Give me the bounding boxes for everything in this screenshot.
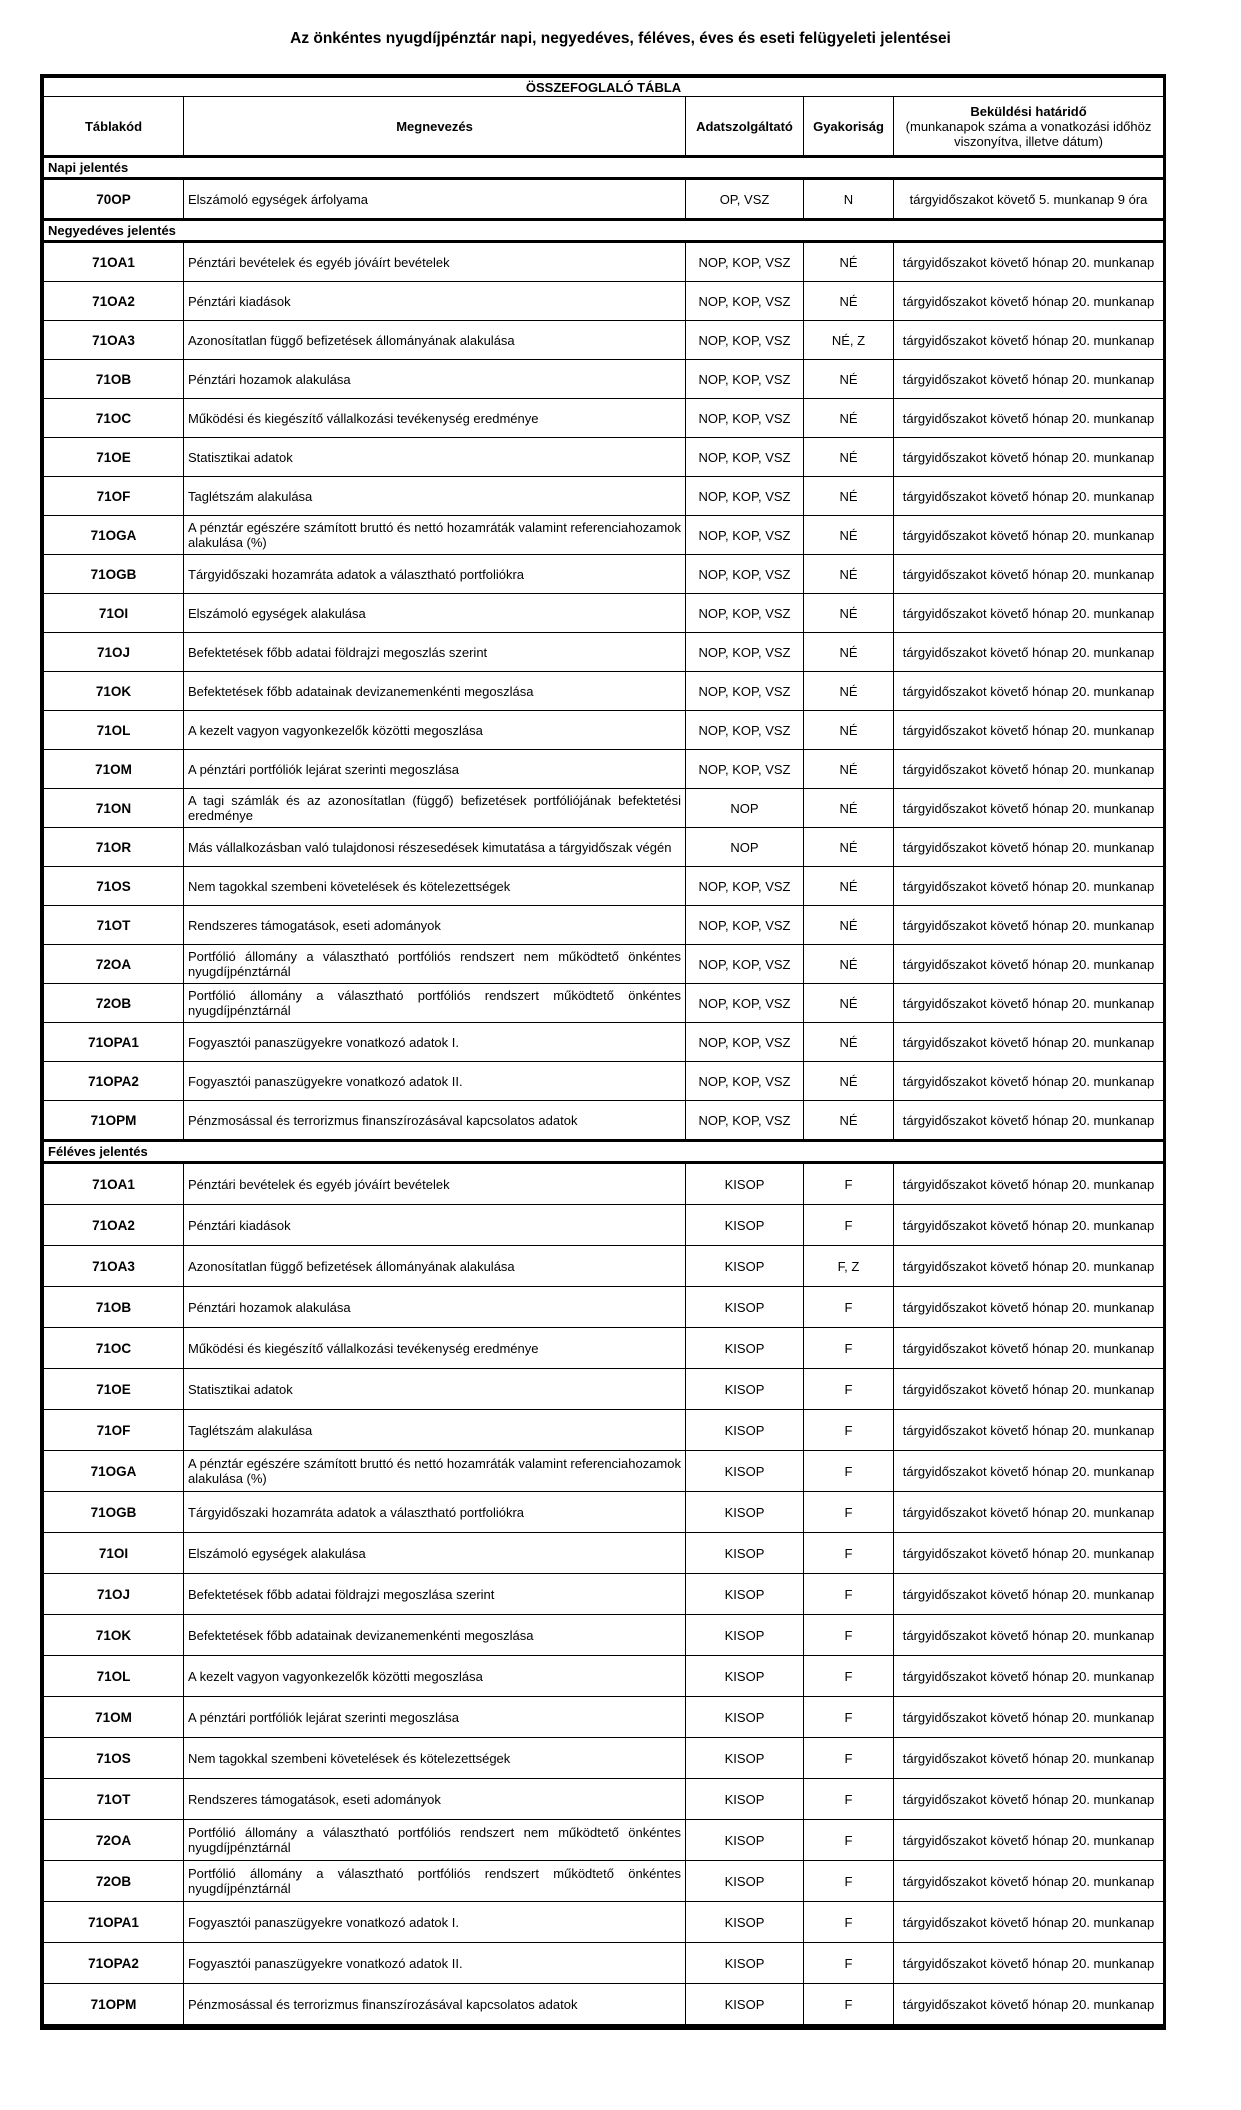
table-code: 71OA2 [44, 1205, 184, 1246]
section-title: Negyedéves jelentés [44, 220, 1164, 242]
table-code: 71OJ [44, 633, 184, 672]
deadline: tárgyidőszakot követő hónap 20. munkanap [894, 789, 1164, 828]
deadline: tárgyidőszakot követő hónap 20. munkanap [894, 282, 1164, 321]
deadline: tárgyidőszakot követő hónap 20. munkanap [894, 360, 1164, 399]
report-name: Nem tagokkal szembeni követelések és kötelezettségek [184, 1738, 686, 1779]
header-name: Megnevezés [184, 97, 686, 157]
frequency: F [804, 1287, 894, 1328]
table-row [44, 438, 1164, 477]
report-name: Pénztári bevételek és egyéb jóváírt bevételek [184, 1163, 686, 1205]
table-row [44, 1533, 1164, 1574]
deadline: tárgyidőszakot követő hónap 20. munkanap [894, 945, 1164, 984]
header-deadline-sub: (munkanapok száma a vonatkozási időhöz viszonyítva, illetve dátum) [905, 118, 1152, 149]
data-provider: NOP, KOP, VSZ [686, 516, 804, 555]
frequency: NÉ [804, 867, 894, 906]
data-provider: NOP, KOP, VSZ [686, 594, 804, 633]
table-code: 71OC [44, 399, 184, 438]
frequency: NÉ [804, 1062, 894, 1101]
table-code: 71OPA1 [44, 1902, 184, 1943]
report-name: Más vállalkozásban való tulajdonosi részesedések kimutatása a tárgyidőszak végén [184, 828, 686, 867]
data-provider: KISOP [686, 1328, 804, 1369]
report-name: Pénzmosással és terrorizmus finanszírozásával kapcsolatos adatok [184, 1984, 686, 2026]
table-code: 71OGB [44, 1492, 184, 1533]
section-row [44, 1141, 1164, 1163]
table-row [44, 1656, 1164, 1697]
table-row [44, 1861, 1164, 1902]
deadline: tárgyidőszakot követő hónap 20. munkanap [894, 1287, 1164, 1328]
table-code: 71OS [44, 867, 184, 906]
table-row [44, 1023, 1164, 1062]
data-provider: NOP, KOP, VSZ [686, 360, 804, 399]
report-name: A kezelt vagyon vagyonkezelők közötti megoszlása [184, 1656, 686, 1697]
table-code: 71OPA1 [44, 1023, 184, 1062]
table-row [44, 1902, 1164, 1943]
data-provider: KISOP [686, 1246, 804, 1287]
table-code: 71OS [44, 1738, 184, 1779]
frequency: NÉ [804, 1101, 894, 1141]
table-row [44, 399, 1164, 438]
table-code: 71OI [44, 594, 184, 633]
deadline: tárgyidőszakot követő hónap 20. munkanap [894, 672, 1164, 711]
report-name: Pénztári kiadások [184, 282, 686, 321]
data-provider: KISOP [686, 1656, 804, 1697]
report-name: Elszámoló egységek árfolyama [184, 179, 686, 220]
deadline: tárgyidőszakot követő hónap 20. munkanap [894, 1328, 1164, 1369]
table-code: 71OK [44, 1615, 184, 1656]
data-provider: NOP, KOP, VSZ [686, 867, 804, 906]
table-code: 71OC [44, 1328, 184, 1369]
frequency: F [804, 1492, 894, 1533]
table-code: 71OPM [44, 1984, 184, 2026]
frequency: NÉ [804, 750, 894, 789]
table-code: 71OA2 [44, 282, 184, 321]
table-code: 71OJ [44, 1574, 184, 1615]
frequency: F [804, 1533, 894, 1574]
table-row [44, 1984, 1164, 2026]
table-row [44, 1287, 1164, 1328]
table-code: 71ON [44, 789, 184, 828]
table-row [44, 1062, 1164, 1101]
report-name: Fogyasztói panaszügyekre vonatkozó adatok I. [184, 1902, 686, 1943]
deadline: tárgyidőszakot követő hónap 20. munkanap [894, 711, 1164, 750]
frequency: NÉ [804, 945, 894, 984]
frequency: NÉ [804, 1023, 894, 1062]
data-provider: NOP, KOP, VSZ [686, 945, 804, 984]
frequency: NÉ [804, 477, 894, 516]
frequency: F [804, 1820, 894, 1861]
frequency: N [804, 179, 894, 220]
deadline: tárgyidőszakot követő hónap 20. munkanap [894, 1246, 1164, 1287]
table-row [44, 828, 1164, 867]
table-row [44, 1163, 1164, 1205]
frequency: F [804, 1902, 894, 1943]
frequency: NÉ [804, 555, 894, 594]
table-row [44, 1492, 1164, 1533]
frequency: NÉ, Z [804, 321, 894, 360]
table-code: 71OF [44, 477, 184, 516]
table-row [44, 1246, 1164, 1287]
table-row [44, 1615, 1164, 1656]
report-name: Nem tagokkal szembeni követelések és kötelezettségek [184, 867, 686, 906]
deadline: tárgyidőszakot követő hónap 20. munkanap [894, 399, 1164, 438]
deadline: tárgyidőszakot követő hónap 20. munkanap [894, 1697, 1164, 1738]
report-name: Fogyasztói panaszügyekre vonatkozó adatok II. [184, 1062, 686, 1101]
deadline: tárgyidőszakot követő hónap 20. munkanap [894, 1062, 1164, 1101]
table-code: 71OF [44, 1410, 184, 1451]
data-provider: KISOP [686, 1163, 804, 1205]
summary-table [43, 77, 1164, 2027]
frequency: NÉ [804, 282, 894, 321]
report-name: Tárgyidőszaki hozamráta adatok a választható portfoliókra [184, 555, 686, 594]
table-row [44, 477, 1164, 516]
table-row [44, 711, 1164, 750]
data-provider: KISOP [686, 1861, 804, 1902]
frequency: F [804, 1328, 894, 1369]
data-provider: KISOP [686, 1369, 804, 1410]
report-name: Statisztikai adatok [184, 438, 686, 477]
frequency: F [804, 1697, 894, 1738]
table-code: 71OL [44, 1656, 184, 1697]
report-name: A tagi számlák és az azonosítatlan (függő) befizetések portfóliójának befektetési eredménye [184, 789, 686, 828]
table-row [44, 179, 1164, 220]
data-provider: KISOP [686, 1697, 804, 1738]
table-code: 71OK [44, 672, 184, 711]
deadline: tárgyidőszakot követő hónap 20. munkanap [894, 321, 1164, 360]
table-row [44, 1205, 1164, 1246]
report-name: Portfólió állomány a választható portfóliós rendszert nem működtető önkéntes nyugdíjpénztárnál [184, 1820, 686, 1861]
deadline: tárgyidőszakot követő hónap 20. munkanap [894, 1779, 1164, 1820]
table-code: 71OR [44, 828, 184, 867]
report-name: Pénzmosással és terrorizmus finanszírozásával kapcsolatos adatok [184, 1101, 686, 1141]
report-name: Rendszeres támogatások, eseti adományok [184, 1779, 686, 1820]
data-provider: NOP, KOP, VSZ [686, 984, 804, 1023]
deadline: tárgyidőszakot követő hónap 20. munkanap [894, 1023, 1164, 1062]
table-row [44, 750, 1164, 789]
section-row [44, 157, 1164, 179]
data-provider: NOP, KOP, VSZ [686, 1023, 804, 1062]
data-provider: NOP, KOP, VSZ [686, 438, 804, 477]
table-row [44, 633, 1164, 672]
report-name: Fogyasztói panaszügyekre vonatkozó adatok II. [184, 1943, 686, 1984]
report-name: Azonosítatlan függő befizetések állományának alakulása [184, 1246, 686, 1287]
data-provider: KISOP [686, 1574, 804, 1615]
table-code: 70OP [44, 179, 184, 220]
report-name: Befektetések főbb adatainak devizanemenkénti megoszlása [184, 1615, 686, 1656]
table-code: 71OE [44, 438, 184, 477]
table-body [44, 157, 1164, 2026]
deadline: tárgyidőszakot követő hónap 20. munkanap [894, 594, 1164, 633]
table-code: 71OL [44, 711, 184, 750]
table-code: 71OA1 [44, 242, 184, 282]
data-provider: KISOP [686, 1533, 804, 1574]
report-name: Fogyasztói panaszügyekre vonatkozó adatok I. [184, 1023, 686, 1062]
table-row [44, 1697, 1164, 1738]
report-name: Rendszeres támogatások, eseti adományok [184, 906, 686, 945]
deadline: tárgyidőszakot követő hónap 20. munkanap [894, 1902, 1164, 1943]
frequency: F [804, 1163, 894, 1205]
table-row [44, 1820, 1164, 1861]
data-provider: NOP, KOP, VSZ [686, 906, 804, 945]
frequency: NÉ [804, 906, 894, 945]
table-row [44, 1410, 1164, 1451]
frequency: F [804, 1615, 894, 1656]
table-code: 72OB [44, 984, 184, 1023]
deadline: tárgyidőszakot követő hónap 20. munkanap [894, 1656, 1164, 1697]
table-code: 72OA [44, 1820, 184, 1861]
frequency: F [804, 1205, 894, 1246]
table-row [44, 516, 1164, 555]
deadline: tárgyidőszakot követő hónap 20. munkanap [894, 1451, 1164, 1492]
data-provider: NOP, KOP, VSZ [686, 282, 804, 321]
report-name: Működési és kiegészítő vállalkozási tevékenység eredménye [184, 1328, 686, 1369]
deadline: tárgyidőszakot követő hónap 20. munkanap [894, 1101, 1164, 1141]
deadline: tárgyidőszakot követő hónap 20. munkanap [894, 1984, 1164, 2026]
data-provider: NOP, KOP, VSZ [686, 242, 804, 282]
report-name: Elszámoló egységek alakulása [184, 594, 686, 633]
table-code: 71OA3 [44, 1246, 184, 1287]
deadline: tárgyidőszakot követő hónap 20. munkanap [894, 1820, 1164, 1861]
report-name: A pénztár egészére számított bruttó és nettó hozamráták valamint referenciahozamok alakulása (%) [184, 516, 686, 555]
report-name: A pénztár egészére számított bruttó és nettó hozamráták valamint referenciahozamok alakulása (%) [184, 1451, 686, 1492]
deadline: tárgyidőszakot követő hónap 20. munkanap [894, 1533, 1164, 1574]
report-name: Elszámoló egységek alakulása [184, 1533, 686, 1574]
section-title: Féléves jelentés [44, 1141, 1164, 1163]
data-provider: KISOP [686, 1902, 804, 1943]
data-provider: NOP, KOP, VSZ [686, 477, 804, 516]
data-provider: NOP, KOP, VSZ [686, 711, 804, 750]
table-code: 71OI [44, 1533, 184, 1574]
header-deadline [894, 97, 1164, 157]
table-row [44, 555, 1164, 594]
table-code: 72OB [44, 1861, 184, 1902]
deadline: tárgyidőszakot követő hónap 20. munkanap [894, 1410, 1164, 1451]
table-row [44, 672, 1164, 711]
data-provider: NOP, KOP, VSZ [686, 633, 804, 672]
deadline: tárgyidőszakot követő hónap 20. munkanap [894, 867, 1164, 906]
report-name: Taglétszám alakulása [184, 477, 686, 516]
table-row [44, 360, 1164, 399]
data-provider: KISOP [686, 1984, 804, 2026]
deadline: tárgyidőszakot követő hónap 20. munkanap [894, 555, 1164, 594]
table-row [44, 789, 1164, 828]
data-provider: KISOP [686, 1738, 804, 1779]
table-row [44, 1328, 1164, 1369]
table-code: 71OT [44, 906, 184, 945]
data-provider: KISOP [686, 1451, 804, 1492]
table-row [44, 906, 1164, 945]
deadline: tárgyidőszakot követő hónap 20. munkanap [894, 828, 1164, 867]
table-code: 71OPA2 [44, 1062, 184, 1101]
report-name: Befektetések főbb adatainak devizanemenkénti megoszlása [184, 672, 686, 711]
table-row [44, 945, 1164, 984]
report-name: Pénztári hozamok alakulása [184, 1287, 686, 1328]
deadline: tárgyidőszakot követő hónap 20. munkanap [894, 906, 1164, 945]
section-row [44, 220, 1164, 242]
deadline: tárgyidőszakot követő hónap 20. munkanap [894, 1861, 1164, 1902]
frequency: NÉ [804, 633, 894, 672]
deadline: tárgyidőszakot követő hónap 20. munkanap [894, 750, 1164, 789]
data-provider: NOP, KOP, VSZ [686, 555, 804, 594]
frequency: F [804, 1656, 894, 1697]
data-provider: NOP, KOP, VSZ [686, 672, 804, 711]
frequency: NÉ [804, 594, 894, 633]
frequency: NÉ [804, 789, 894, 828]
data-provider: NOP, KOP, VSZ [686, 750, 804, 789]
frequency: F, Z [804, 1246, 894, 1287]
table-caption: ÖSSZEFOGLALÓ TÁBLA [44, 78, 1164, 97]
table-code: 71OB [44, 360, 184, 399]
data-provider: OP, VSZ [686, 179, 804, 220]
report-name: Portfólió állomány a választható portfóliós rendszert működtető önkéntes nyugdíjpénztárnál [184, 984, 686, 1023]
deadline: tárgyidőszakot követő hónap 20. munkanap [894, 633, 1164, 672]
data-provider: KISOP [686, 1287, 804, 1328]
table-row [44, 321, 1164, 360]
frequency: F [804, 1779, 894, 1820]
report-name: Befektetések főbb adatai földrajzi megoszlása szerint [184, 1574, 686, 1615]
header-deadline-main: Beküldési határidő [970, 103, 1087, 119]
data-provider: KISOP [686, 1410, 804, 1451]
table-caption-row [44, 78, 1164, 97]
frequency: F [804, 1861, 894, 1902]
table-code: 71OM [44, 1697, 184, 1738]
header-code: Táblakód [44, 97, 184, 157]
data-provider: NOP, KOP, VSZ [686, 1101, 804, 1141]
deadline: tárgyidőszakot követő hónap 20. munkanap [894, 1943, 1164, 1984]
data-provider: NOP, KOP, VSZ [686, 399, 804, 438]
frequency: NÉ [804, 516, 894, 555]
report-name: Pénztári kiadások [184, 1205, 686, 1246]
table-code: 71OT [44, 1779, 184, 1820]
table-code: 71OA3 [44, 321, 184, 360]
table-code: 71OGB [44, 555, 184, 594]
header-frequency: Gyakoriság [804, 97, 894, 157]
report-name: Taglétszám alakulása [184, 1410, 686, 1451]
report-name: Tárgyidőszaki hozamráta adatok a választható portfoliókra [184, 1492, 686, 1533]
deadline: tárgyidőszakot követő hónap 20. munkanap [894, 1615, 1164, 1656]
frequency: NÉ [804, 438, 894, 477]
table-row [44, 867, 1164, 906]
table-row [44, 1451, 1164, 1492]
table-code: 71OPA2 [44, 1943, 184, 1984]
frequency: NÉ [804, 828, 894, 867]
table-header-row [44, 97, 1164, 157]
table-row [44, 1369, 1164, 1410]
section-title: Napi jelentés [44, 157, 1164, 179]
report-name: Portfólió állomány a választható portfóliós rendszert nem működtető önkéntes nyugdíjpénztárnál [184, 945, 686, 984]
report-name: Befektetések főbb adatai földrajzi megoszlás szerint [184, 633, 686, 672]
deadline: tárgyidőszakot követő hónap 20. munkanap [894, 438, 1164, 477]
table-row [44, 1779, 1164, 1820]
table-code: 71OM [44, 750, 184, 789]
report-name: Működési és kiegészítő vállalkozási tevékenység eredménye [184, 399, 686, 438]
deadline: tárgyidőszakot követő hónap 20. munkanap [894, 1163, 1164, 1205]
table-row [44, 1574, 1164, 1615]
data-provider: KISOP [686, 1943, 804, 1984]
deadline: tárgyidőszakot követő hónap 20. munkanap [894, 1369, 1164, 1410]
frequency: NÉ [804, 984, 894, 1023]
report-name: A kezelt vagyon vagyonkezelők közötti megoszlása [184, 711, 686, 750]
data-provider: NOP [686, 828, 804, 867]
table-row [44, 282, 1164, 321]
data-provider: KISOP [686, 1779, 804, 1820]
frequency: F [804, 1574, 894, 1615]
table-row [44, 1101, 1164, 1141]
header-provider: Adatszolgáltató [686, 97, 804, 157]
report-name: Portfólió állomány a választható portfóliós rendszert működtető önkéntes nyugdíjpénztárnál [184, 1861, 686, 1902]
deadline: tárgyidőszakot követő hónap 20. munkanap [894, 1492, 1164, 1533]
deadline: tárgyidőszakot követő 5. munkanap 9 óra [894, 179, 1164, 220]
report-name: Pénztári hozamok alakulása [184, 360, 686, 399]
frequency: F [804, 1984, 894, 2026]
frequency: F [804, 1410, 894, 1451]
deadline: tárgyidőszakot követő hónap 20. munkanap [894, 516, 1164, 555]
table-code: 71OE [44, 1369, 184, 1410]
deadline: tárgyidőszakot követő hónap 20. munkanap [894, 1574, 1164, 1615]
table-row [44, 242, 1164, 282]
frequency: NÉ [804, 672, 894, 711]
summary-table-container [40, 74, 1166, 2030]
frequency: F [804, 1451, 894, 1492]
report-name: A pénztári portfóliók lejárat szerinti megoszlása [184, 750, 686, 789]
data-provider: KISOP [686, 1492, 804, 1533]
data-provider: NOP [686, 789, 804, 828]
deadline: tárgyidőszakot követő hónap 20. munkanap [894, 477, 1164, 516]
table-row [44, 1943, 1164, 1984]
frequency: NÉ [804, 242, 894, 282]
frequency: F [804, 1943, 894, 1984]
data-provider: KISOP [686, 1615, 804, 1656]
deadline: tárgyidőszakot követő hónap 20. munkanap [894, 1738, 1164, 1779]
table-code: 72OA [44, 945, 184, 984]
table-code: 71OA1 [44, 1163, 184, 1205]
data-provider: NOP, KOP, VSZ [686, 1062, 804, 1101]
report-name: Pénztári bevételek és egyéb jóváírt bevételek [184, 242, 686, 282]
frequency: F [804, 1369, 894, 1410]
deadline: tárgyidőszakot követő hónap 20. munkanap [894, 242, 1164, 282]
data-provider: KISOP [686, 1205, 804, 1246]
page-title: Az önkéntes nyugdíjpénztár napi, negyedéves, féléves, éves és eseti felügyeleti jelentései [290, 30, 951, 47]
table-code: 71OPM [44, 1101, 184, 1141]
data-provider: KISOP [686, 1820, 804, 1861]
frequency: NÉ [804, 711, 894, 750]
table-code: 71OGA [44, 1451, 184, 1492]
report-name: A pénztári portfóliók lejárat szerinti megoszlása [184, 1697, 686, 1738]
table-row [44, 594, 1164, 633]
table-row [44, 984, 1164, 1023]
table-code: 71OB [44, 1287, 184, 1328]
frequency: NÉ [804, 360, 894, 399]
table-code: 71OGA [44, 516, 184, 555]
frequency: NÉ [804, 399, 894, 438]
data-provider: NOP, KOP, VSZ [686, 321, 804, 360]
table-row [44, 1738, 1164, 1779]
frequency: F [804, 1738, 894, 1779]
report-name: Azonosítatlan függő befizetések állományának alakulása [184, 321, 686, 360]
deadline: tárgyidőszakot követő hónap 20. munkanap [894, 984, 1164, 1023]
deadline: tárgyidőszakot követő hónap 20. munkanap [894, 1205, 1164, 1246]
report-name: Statisztikai adatok [184, 1369, 686, 1410]
